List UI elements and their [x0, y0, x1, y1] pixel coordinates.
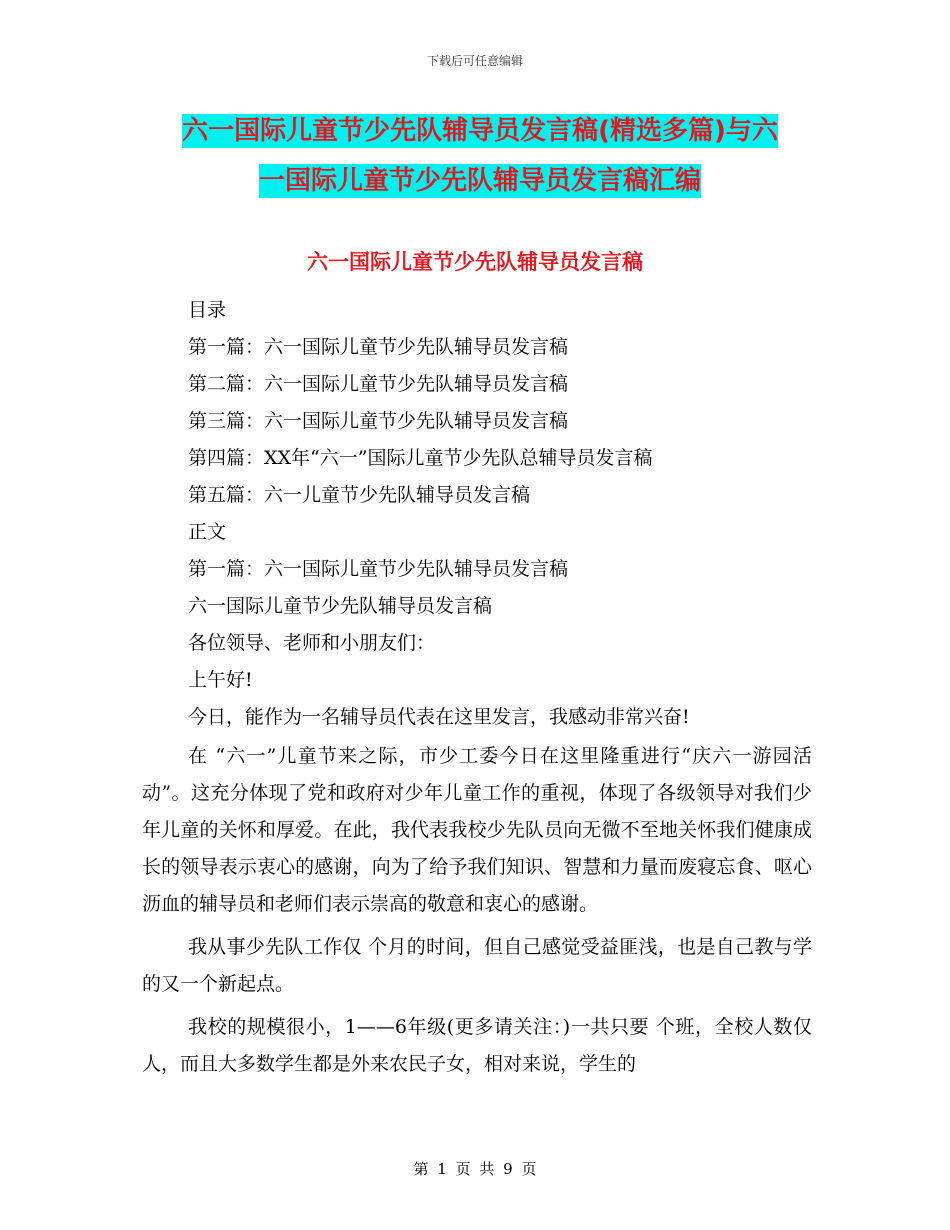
intro-line: 今日，能作为一名辅导员代表在这里发言，我感动非常兴奋! [188, 706, 690, 728]
toc-item: 第五篇：六一儿童节少先队辅导员发言稿 [188, 484, 531, 506]
section-title: 六一国际儿童节少先队辅导员发言稿 [307, 250, 643, 274]
paragraph: 我校的规模很小，1——6年级(更多请关注：)一共只要 个班，全校人数仅 人，而且大多数学生都是外来农民子女，相对来说，学生的 [142, 1016, 812, 1075]
toc-item: 第三篇：六一国际儿童节少先队辅导员发言稿 [188, 410, 569, 432]
page-footer: 第 1 页 共 9 页 [413, 1160, 537, 1178]
title-line-1: 六一国际儿童节少先队辅导员发言稿(精选多篇)与六 [182, 116, 778, 146]
body-text [142, 738, 812, 1089]
greeting: 各位领导、老师和小朋友们： [188, 632, 436, 654]
paragraph: 我从事少先队工作仅 个月的时间，但自己感觉受益匪浅，也是自己教与学的又一个新起点。 [142, 936, 812, 995]
hello-line: 上午好! [188, 669, 253, 691]
main-text-label: 正文 [188, 521, 227, 543]
toc-item: 第二篇：六一国际儿童节少先队辅导员发言稿 [188, 373, 569, 395]
toc-item: 第四篇：XX年“六一”国际儿童节少先队总辅导员发言稿 [188, 447, 653, 469]
title-line-2: 一国际儿童节少先队辅导员发言稿汇编 [258, 166, 701, 196]
toc-heading: 目录 [188, 299, 227, 321]
table-of-contents [188, 292, 848, 736]
document-title [140, 106, 820, 206]
speech-title: 六一国际儿童节少先队辅导员发言稿 [188, 595, 493, 617]
toc-item: 第一篇：六一国际儿童节少先队辅导员发言稿 [188, 336, 569, 358]
header-note: 下载后可任意编辑 [426, 54, 523, 68]
chapter-heading: 第一篇：六一国际儿童节少先队辅导员发言稿 [188, 558, 569, 580]
paragraph: 在 “六一”儿童节来之际，市少工委今日在这里隆重进行“庆六一游园活动”。这充分体现了党和政府对少年儿童工作的重视，体现了各级领导对我们少年儿童的关怀和厚爱。在此，我代表我校少先队员向无微不至地关怀我们健康成长的领导表示衷心的感谢，向为了给予我们知识、智慧和力量而废寝忘食、呕心沥血的辅导员和老师们表示崇高的敬意和衷心的感谢。 [142, 745, 812, 915]
